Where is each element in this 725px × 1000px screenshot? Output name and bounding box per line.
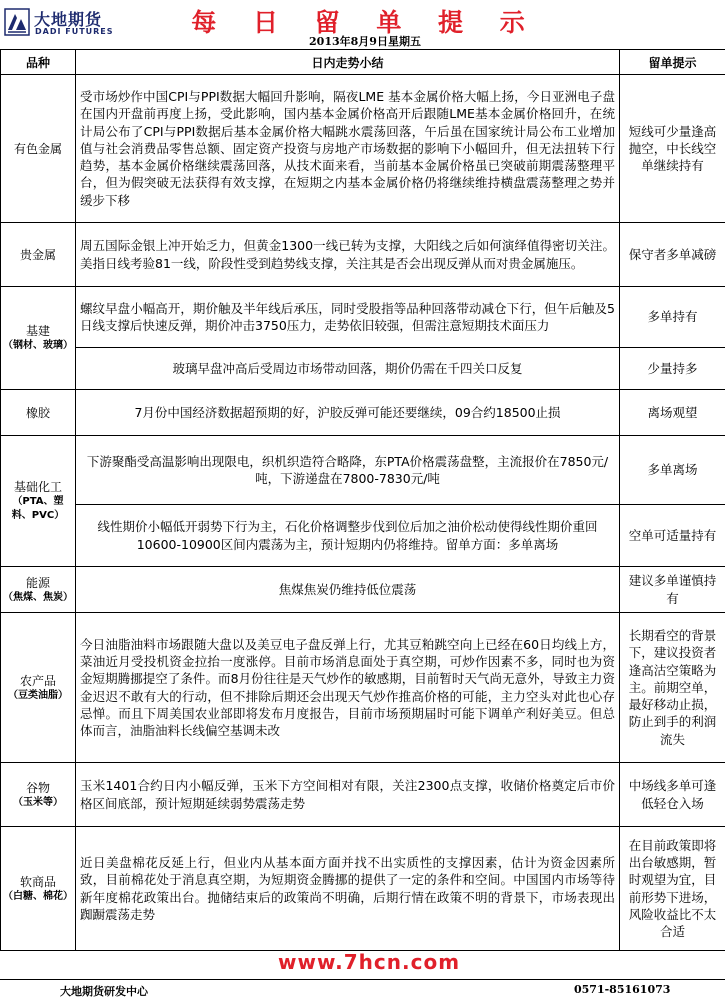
table-row: [1, 287, 725, 348]
category-cell: [1, 436, 76, 567]
category-label: 基础化工: [13, 480, 62, 494]
table-row: [1, 348, 725, 390]
category-label: 谷物: [25, 780, 50, 795]
footer-organization: 大地期货研发中心: [60, 985, 148, 998]
summary-cell: 玻璃早盘冲高后受周边市场带动回落，期价仍需在千四关口反复: [76, 348, 620, 390]
tip-cell: 在目前政策即将出台敏感期，暂时观望为宜，目前形势下进场，风险收益比不太合适: [620, 827, 725, 951]
category-cell: [1, 567, 76, 613]
category-label: 农产品: [19, 673, 56, 688]
summary-cell: 7月份中国经济数据超预期的好，沪胶反弹可能还要继续，09合约18500止损: [76, 390, 620, 436]
category-label: 基建: [25, 324, 50, 338]
table-row: [1, 827, 725, 951]
column-header-category: 品种: [1, 50, 76, 75]
tips-table: [0, 49, 725, 951]
category-sublabel: （豆类油脂）: [8, 689, 68, 701]
logo-english-name: DADI FUTURES: [35, 27, 114, 36]
summary-cell: 线性期价小幅低开弱势下行为主，石化价格调整步伐到位后加之油价松动使得线性期价重回10600-10900区间内震荡为主，预计短期内仍将维持。留单方面：多单离场: [76, 505, 620, 567]
dadi-logo-icon: [4, 8, 30, 36]
report-date: 2013年8月9日星期五: [309, 35, 421, 48]
report-header: [0, 0, 725, 49]
summary-cell: 玉米1401合约日内小幅反弹，玉米下方空间相对有限，关注2300点支撑，收储价格奠定后市价格区间底部，预计短期延续弱势震荡走势: [76, 763, 620, 827]
category-cell: [1, 287, 76, 390]
tip-cell: 建议多单谨慎持有: [620, 567, 725, 613]
category-label: 能源: [25, 575, 50, 590]
logo-chinese-name: 大地期货: [34, 10, 103, 29]
table-row: [1, 223, 725, 287]
table-row: [1, 75, 725, 223]
tip-cell: 中场线多单可逢低轻仓入场: [620, 763, 725, 827]
table-row: [1, 390, 725, 436]
category-label: 贵金属: [19, 247, 56, 262]
summary-cell: 焦煤焦炭仍维持低位震荡: [76, 567, 620, 613]
category-sublabel: （焦煤、焦炭）: [3, 591, 73, 603]
table-row: [1, 436, 725, 505]
report-footer: [0, 979, 725, 1000]
column-header-tip: 留单提示: [620, 50, 725, 75]
category-label: 有色金属: [13, 141, 62, 156]
category-cell: [1, 613, 76, 763]
tip-cell: 空单可适量持有: [620, 505, 725, 567]
category-sublabel: （钢材、玻璃）: [3, 340, 73, 351]
tip-cell: 保守者多单减磅: [620, 223, 725, 287]
tip-cell: 多单离场: [620, 436, 725, 505]
summary-cell: 受市场炒作中国CPI与PPI数据大幅回升影响，隔夜LME 基本金属价格大幅上扬，今日亚洲电子盘在国内开盘前再度上扬，受此影响，国内基本金属价格高开后跟随LME基本金属价格回升，在统计局公布了CPI与PPI数据后基本金属价格大幅跳水震荡回落，午后虽在国家统计局公布工业增加值与社会消费品零售总额、固定资产投资与房地产市场数据的影响下小幅回升，但无法扭转下行趋势，基本金属价格继续震荡回落，从技术面来看，当前基本金属价格虽已突破前期震荡整理平台，但为假突破无法获得有效支撑，在短期之内基本金属价格仍将继续维持横盘震荡整理之势并缓步下移: [76, 75, 620, 223]
dadi-futures-logo: [4, 6, 122, 40]
summary-cell: 近日美盘棉花反延上行，但业内从基本面方面并找不出实质性的支撑因素，估计为资金因素所致，目前棉花处于消息真空期，为短期资金腾挪的提供了一定的条件和空间。中国国内市场等待新年度棉花政策出台。抛储结束后的政策尚不明确，后期行情在政策不明的背景下，市场表现出踟蹰震荡走势: [76, 827, 620, 951]
category-sublabel: （白糖、棉花）: [3, 890, 73, 902]
page-title: 每 日 留 单 提 示: [191, 8, 539, 37]
footer-phone: 0571-85161073: [574, 983, 671, 996]
category-label: 软商品: [19, 874, 56, 889]
tip-cell: 离场观望: [620, 390, 725, 436]
category-cell: [1, 223, 76, 287]
category-cell: [1, 75, 76, 223]
summary-cell: 周五国际金银上冲开始乏力，但黄金1300一线已转为支撑，大阳线之后如何演绎值得密切关注。美指日线考验81一线，阶段性受到趋势线支撑，关注其是否会出现反弹从而对贵金属施压。: [76, 223, 620, 287]
tip-cell: 少量持多: [620, 348, 725, 390]
category-label: 橡胶: [25, 405, 50, 420]
table-row: [1, 505, 725, 567]
tip-cell: 多单持有: [620, 287, 725, 348]
table-header-row: [1, 50, 725, 75]
tip-cell: 短线可少量逢高抛空，中长线空单继续持有: [620, 75, 725, 223]
table-row: [1, 763, 725, 827]
summary-cell: 今日油脂油料市场跟随大盘以及美豆电子盘反弹上行，尤其豆粕跳空向上已经在60日均线上方，菜油近月受投机资金拉抬一度涨停。目前市场消息面处于真空期，可炒作因素不多，同时也为资金短期腾挪提空了条件。而8月份往往是天气炒作的敏感期，目前暂时天气尚无意外，导致主力资金迟迟不敢有大的行动，但不排除后期还会出现天气炒作推高价格的可能，主力空头对此也心存忌惮。而且下周美国农业部即将发布月度报告，目前市场预期届时可能下调单产利好美豆。但总体而言，油脂油料长线偏空基调未改: [76, 613, 620, 763]
watermark: www.7hcn.com: [278, 950, 461, 974]
category-sublabel: （PTA、塑料、PVC）: [11, 496, 65, 521]
table-row: [1, 613, 725, 763]
column-header-summary: 日内走势小结: [76, 50, 620, 75]
category-sublabel: （玉米等）: [13, 796, 63, 808]
category-cell: [1, 763, 76, 827]
category-cell: [1, 827, 76, 951]
table-row: [1, 567, 725, 613]
tip-cell: 长期看空的背景下，建议投资者逢高沽空策略为主。前期空单，最好移动止损，防止到手的利润流失: [620, 613, 725, 763]
category-cell: [1, 390, 76, 436]
summary-cell: 下游聚酯受高温影响出现限电，织机织造符合略降，东PTA价格震荡盘整，主流报价在7850元/吨，下游递盘在7800-7830元/吨: [76, 436, 620, 505]
summary-cell: 螺纹早盘小幅高开，期价触及半年线后承压，同时受股指等品种回落带动减仓下行，但午后触及5日线支撑后快速反弹，期价冲击3750压力，走势依旧较强，但需注意短期技术面压力: [76, 287, 620, 348]
